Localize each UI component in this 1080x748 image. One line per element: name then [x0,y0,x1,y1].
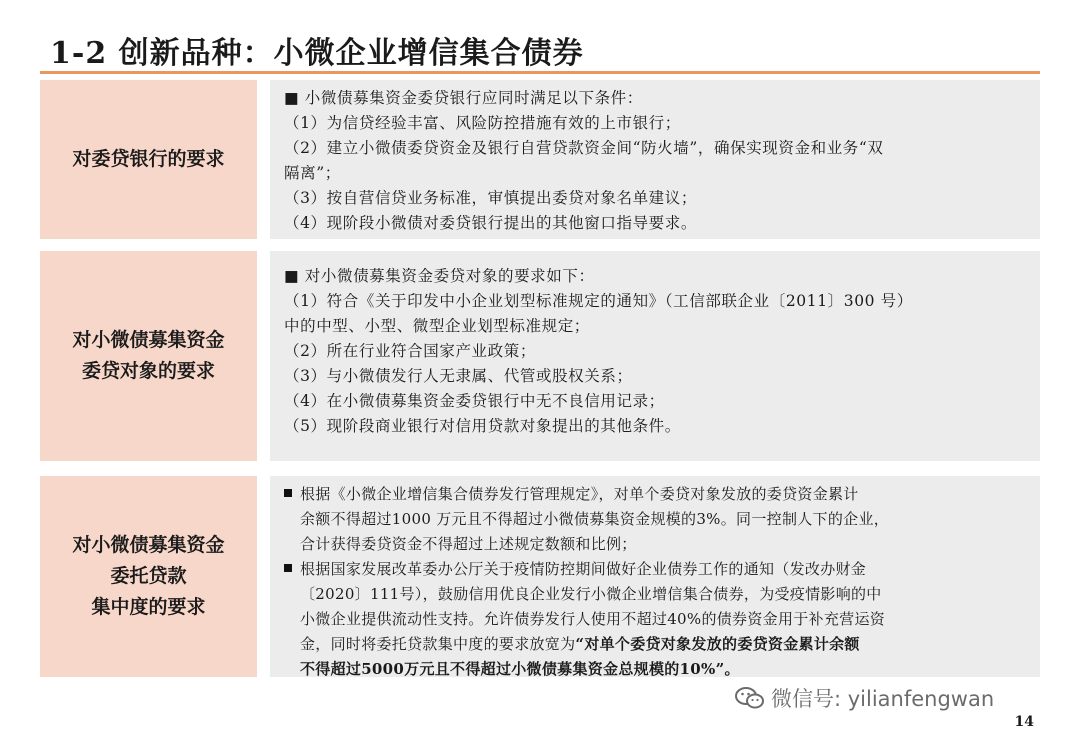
row-label [40,251,257,461]
content-line: （1）为信贷经验丰富、风险防控措施有效的上市银行； [284,114,681,132]
watermark-text: 微信号: yilianfengwan [771,687,995,711]
content-line: （2）所在行业符合国家产业政策； [284,342,536,360]
content-line: （1）符合《关于印发中小企业划型标准规定的通知》（工信部联企业〔2011〕300 号） [284,292,913,310]
row-label-text: 对小微债募集资金 [72,329,225,351]
wechat-watermark [735,683,994,713]
content-line: ■ 小微债募集资金委贷银行应同时满足以下条件： [284,89,643,107]
row-label-text: 对委贷银行的要求 [72,148,225,170]
requirement-row-bank [40,80,1040,239]
content-line-emphasis: 不得超过5000万元且不得超过小微债募集资金总规模的10%”。 [300,660,740,678]
content-line: （2）建立小微债委贷资金及银行自营贷款资金间“防火墙”，确保实现资金和业务“双 [284,139,884,157]
content-line: （3）与小微债发行人无隶属、代管或股权关系； [284,367,633,385]
content-line: 隔离”； [284,164,341,182]
bullet-icon [284,489,292,497]
content-line: （3）按自营信贷业务标准，审慎提出委贷对象名单建议； [284,189,697,207]
content-line: ■ 对小微债募集资金委贷对象的要求如下： [284,267,595,285]
content-line: （5）现阶段商业银行对信用贷款对象提出的其他条件。 [284,417,681,435]
row-label-text: 对小微债募集资金 [72,534,225,556]
row-content [270,80,1040,239]
row-content [270,476,1040,677]
row-content [270,251,1040,461]
content-line: （4）现阶段小微债对委贷银行提出的其他窗口指导要求。 [284,214,697,232]
page-title: 1-2 创新品种：小微企业增信集合债券 [50,36,584,71]
content-line-emphasis: “对单个委贷对象发放的委贷资金累计余额 [575,635,860,653]
content-line: 中的中型、小型、微型企业划型标准规定； [284,317,590,335]
wechat-icon [735,686,765,710]
content-line: 余额不得超过1000 万元且不得超过小微债募集资金规模的3%。同一控制人下的企业， [300,510,890,528]
row-label-text: 集中度的要求 [91,596,206,618]
content-line: 根据《小微企业增信集合债券发行管理规定》，对单个委贷对象发放的委贷资金累计 [300,485,859,503]
requirement-row-concentration [40,476,1040,677]
row-label-text: 委托贷款 [110,565,187,587]
content-line: 金，同时将委托贷款集中度的要求放宽为 [300,635,576,653]
content-line: 根据国家发展改革委办公厅关于疫情防控期间做好企业债券工作的通知（发改办财金 [300,560,867,578]
title-divider [40,71,1040,74]
row-label [40,80,257,239]
content-line: 合计获得委贷资金不得超过上述规定数额和比例； [300,535,637,553]
content-line: 小微企业提供流动性支持。允许债券发行人使用不超过40%的债券资金用于补充营运资 [300,610,886,628]
content-line: （4）在小微债募集资金委贷银行中无不良信用记录； [284,392,665,410]
row-label [40,476,257,677]
content-line: 〔2020〕111号），鼓励信用优良企业发行小微企业增信集合债券，为受疫情影响的中 [300,585,882,603]
requirement-row-borrower [40,251,1040,461]
row-label-text: 委贷对象的要求 [81,360,215,382]
page-number: 14 [1014,714,1034,730]
bullet-icon [284,564,292,572]
